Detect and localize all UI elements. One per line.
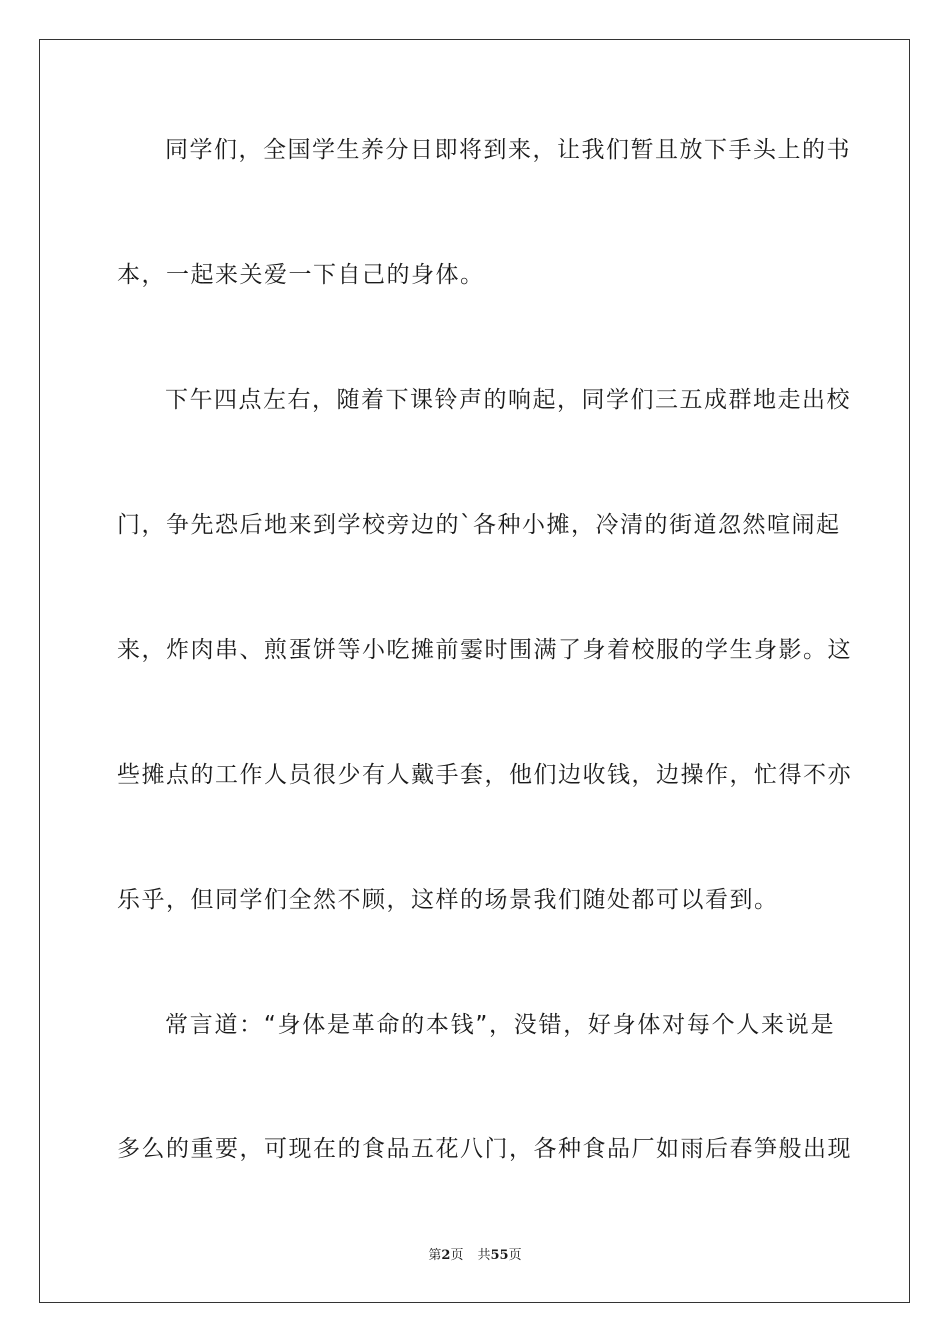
paragraph-3-line-2: 多么的重要，可现在的食品五花八门，各种食品厂如雨后春笋般出现 <box>117 1136 852 1162</box>
paragraph-1-line-2: 本，一起来关爱一下自己的身体。 <box>117 262 485 288</box>
paragraph-1-line-1: 同学们，全国学生养分日即将到来，让我们暂且放下手头上的书 <box>165 137 851 163</box>
total-suffix: 页 <box>508 1248 522 1263</box>
total-pages: 55 <box>490 1248 509 1263</box>
paragraph-2-line-4: 些摊点的工作人员很少有人戴手套，他们边收钱，边操作，忙得不亦 <box>117 762 852 788</box>
page-footer <box>0 1247 950 1265</box>
paragraph-2-line-5: 乐乎，但同学们全然不顾，这样的场景我们随处都可以看到。 <box>117 887 779 913</box>
page-suffix: 页 <box>450 1248 464 1263</box>
paragraph-2-line-2: 门，争先恐后地来到学校旁边的`各种小摊，冷清的街道忽然喧闹起 <box>117 512 841 538</box>
paragraph-2-line-3: 来，炸肉串、煎蛋饼等小吃摊前霎时围满了身着校服的学生身影。这 <box>117 637 852 663</box>
page-prefix: 第 <box>428 1248 442 1263</box>
paragraph-2-line-1: 下午四点左右，随着下课铃声的响起，同学们三五成群地走出校 <box>165 387 851 413</box>
page-number: 2 <box>441 1248 451 1263</box>
paragraph-3-line-1: 常言道：“身体是革命的本钱”，没错，好身体对每个人来说是 <box>165 1012 835 1038</box>
total-prefix: 共 <box>477 1248 491 1263</box>
page-border <box>39 39 910 1303</box>
